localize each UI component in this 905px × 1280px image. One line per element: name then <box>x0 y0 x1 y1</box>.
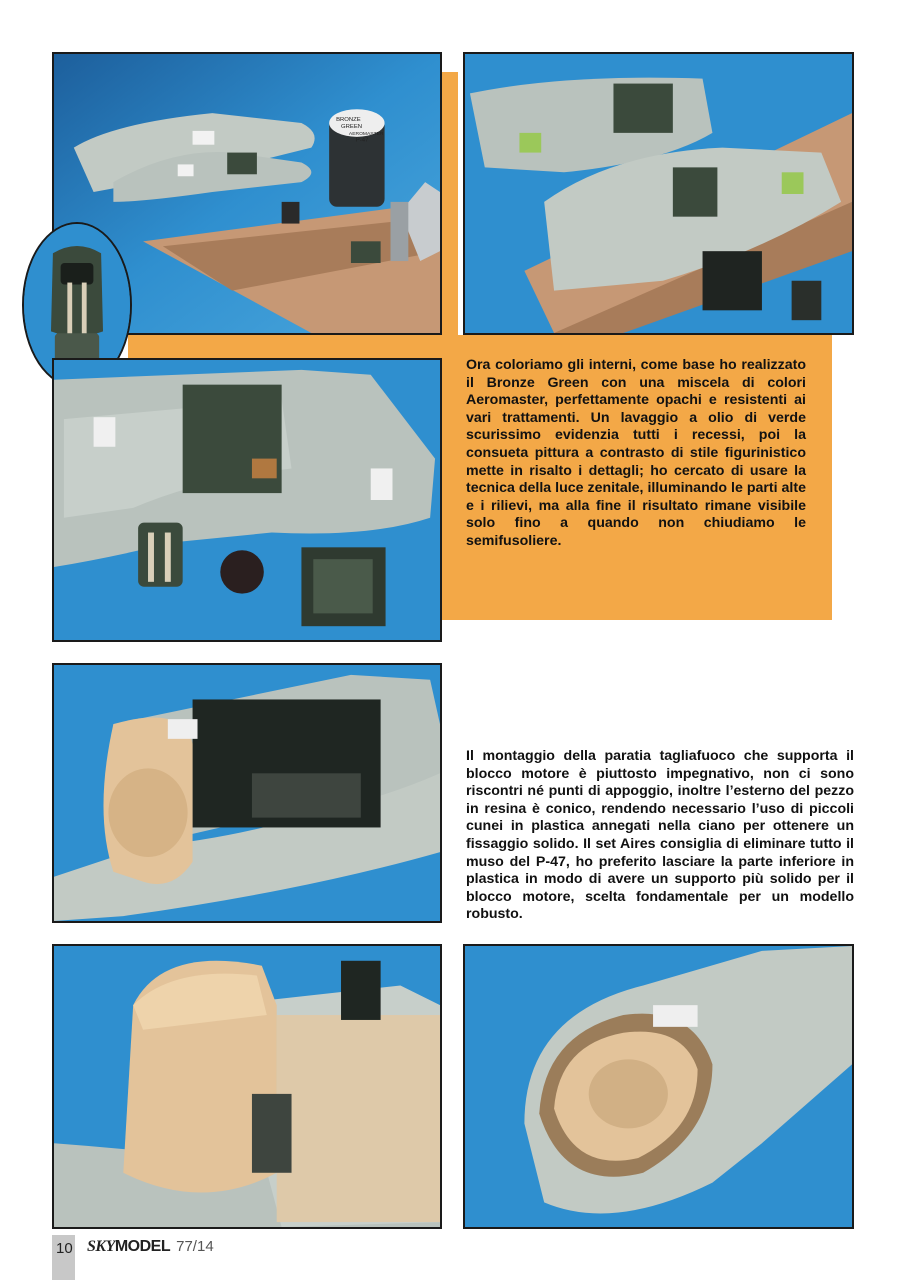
photo-interior-parts <box>52 358 442 642</box>
magazine-title <box>87 1238 214 1256</box>
svg-text:AEROMASTER: AEROMASTER <box>348 131 384 137</box>
issue-number: 77/14 <box>176 1238 214 1255</box>
photo-nose-engine <box>463 944 854 1229</box>
caption-interior-painting: Ora coloriamo gli interni, come base ho realizzato il Bronze Green con una miscela di colori Aeromaster, perfettamente opachi e resistenti ai vari trattamenti. Un lavaggio a olio di verde scurissimo evidenzia tutti i recessi, poi la consueta pittura a contrasto di stile figurinistico mette in risalto i dettagli; ho cercato di usare la tecnica della luce zenitale, illuminando le parti alte e i rilievi, ma alla fine il risultato rimane visibile solo fino a quando non chiudiamo le semifusoliere. <box>466 357 806 549</box>
photo-fuselage-cockpit-board <box>463 52 854 335</box>
magazine-title-model: MODEL <box>114 1238 171 1255</box>
photo-resin-engine-block <box>52 944 442 1229</box>
svg-text:GREEN: GREEN <box>341 123 363 130</box>
svg-text:P-47: P-47 <box>355 137 369 144</box>
photo-firewall-assembly <box>52 663 442 923</box>
magazine-title-sky: SKY <box>87 1238 115 1255</box>
page-number: 10 <box>56 1240 73 1257</box>
caption-firewall-assembly: Il montaggio della paratia tagliafuoco che supporta il blocco motore è piuttosto impegnativo, non ci sono riscontri né punti di appoggio, inoltre l’esterno del pezzo in resina è conico, rendendo necessario l’uso di piccoli cunei in plastica annegati nella ciano per ottenere un fissaggio solido. Il set Aires consiglia di eliminare tutto il muso del P-47, ho preferito lasciare la parte inferiore in plastica in modo di avere un supporto più solido per il blocco motore, scelta fondamentale per un modello robusto. <box>466 748 854 923</box>
jar-label-line1: BRONZE <box>336 117 361 124</box>
